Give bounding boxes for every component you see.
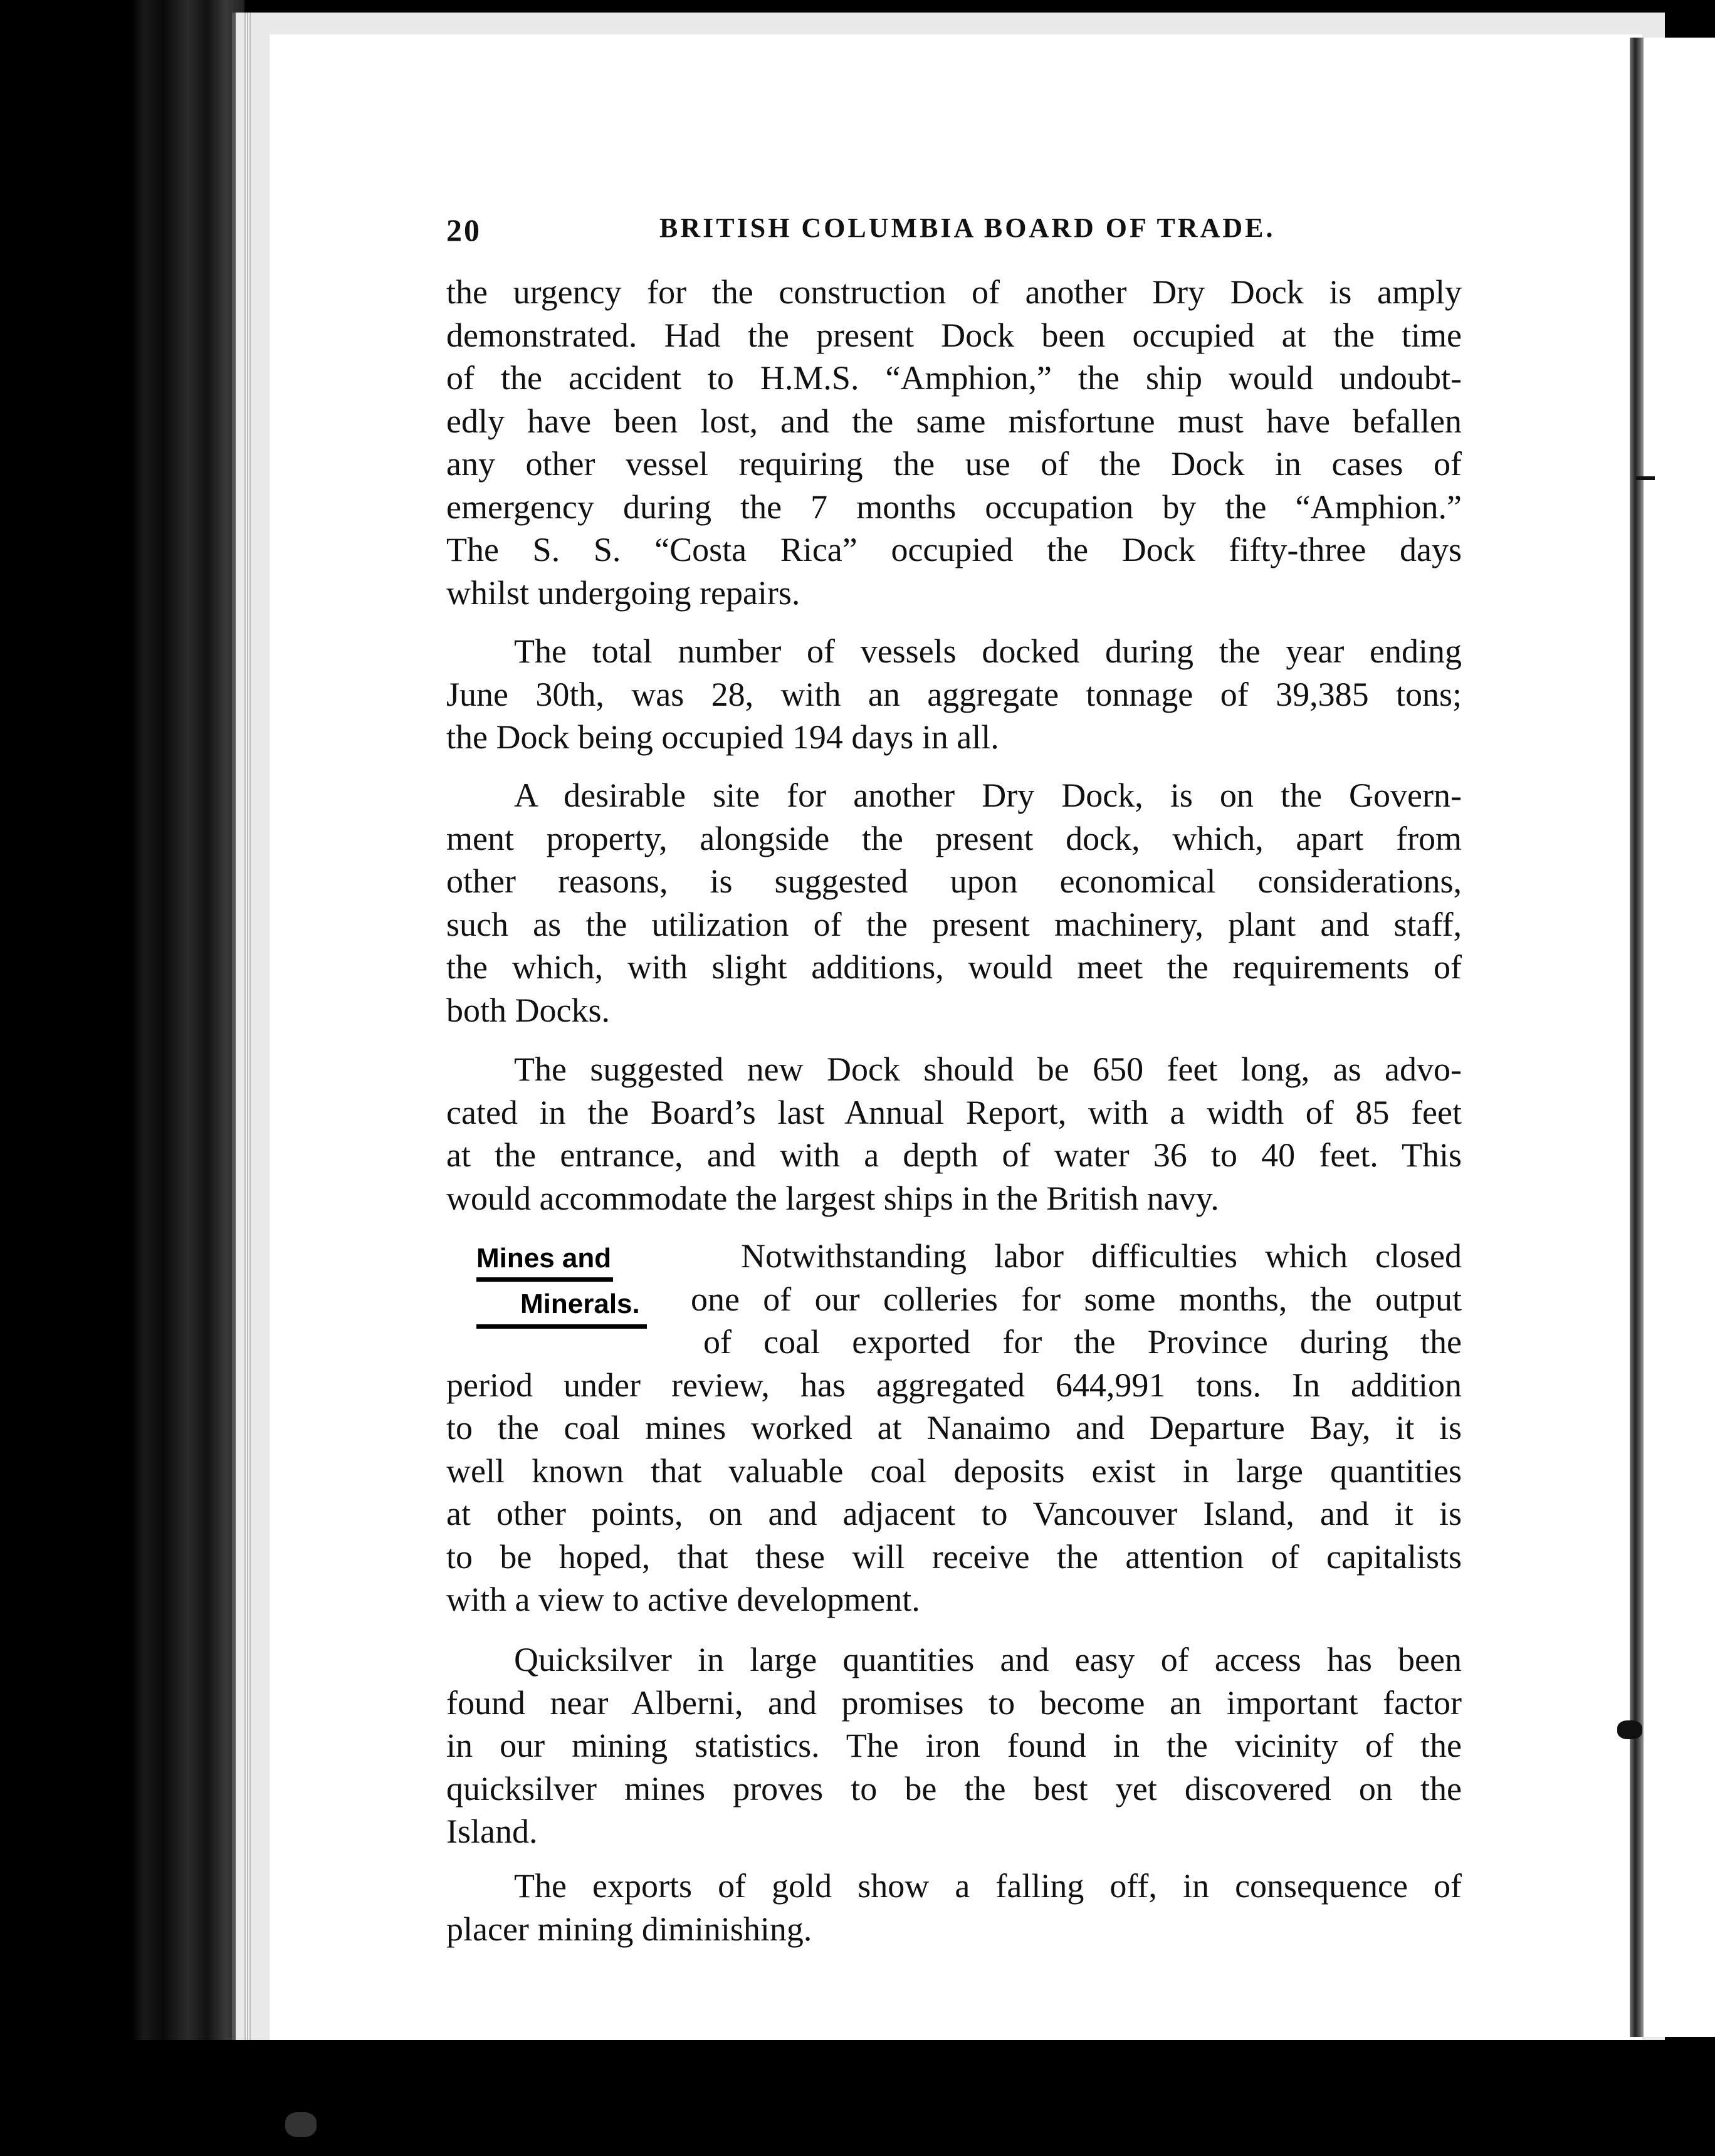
text-line: any other vessel requiring the use of the Dock in cases of [446, 445, 1462, 483]
text-line: the urgency for the construction of another Dry Dock is amply [446, 273, 1462, 311]
text-line: edly have been lost, and the same misfortune must have befallen [446, 402, 1462, 440]
text-line: with a view to active development. [446, 1581, 920, 1618]
paragraph-dry-dock-urgency [446, 271, 1462, 614]
text-line: at other points, on and adjacent to Vancouver Island, and it is [446, 1495, 1462, 1532]
text-line: such as the utilization of the present machinery, plant and staff, [446, 905, 1462, 943]
text-line: of the accident to H.M.S. “Amphion,” the ship would undoubt- [446, 359, 1462, 397]
text-line: at the entrance, and with a depth of water 36 to 40 feet. This [446, 1136, 1462, 1174]
paragraph-coal-output [446, 1235, 1462, 1621]
right-margin [1644, 38, 1715, 2037]
text-line: well known that valuable coal deposits exist in large quantities [446, 1452, 1462, 1490]
page-number: 20 [446, 212, 481, 248]
text-line: would accommodate the largest ships in the British navy. [446, 1179, 1219, 1217]
text-line: June 30th, was 28, with an aggregate tonnage of 39,385 tons; [446, 675, 1462, 713]
scan-speck [1617, 1720, 1642, 1739]
text-line: A desirable site for another Dry Dock, is on the Govern- [514, 777, 1462, 814]
text-line: demonstrated. Had the present Dock been occupied at the time [446, 316, 1462, 354]
text-line: one of our colleries for some months, the output [691, 1280, 1462, 1318]
scan-speck [285, 2112, 317, 2137]
text-line: to be hoped, that these will receive the attention of capitalists [446, 1537, 1462, 1576]
scan-speck [1636, 476, 1655, 480]
text-line: ment property, alongside the present dock, which, apart from [446, 819, 1462, 857]
scan-bottom-border [0, 2040, 1715, 2156]
paragraph-gold-exports [446, 1865, 1462, 1950]
text-line: whilst undergoing repairs. [446, 573, 800, 612]
text-line: Island. [446, 1813, 538, 1850]
text-line: both Docks. [446, 991, 610, 1029]
text-line: The suggested new Dock should be 650 feet long, as advo- [514, 1050, 1462, 1088]
paragraph-quicksilver [446, 1638, 1462, 1853]
text-line: to the coal mines worked at Nanaimo and Departure Bay, it is [446, 1409, 1462, 1447]
text-line: The exports of gold show a falling off, in consequence of [514, 1867, 1462, 1905]
side-heading-line: Minerals. [520, 1289, 640, 1319]
text-line: emergency during the 7 months occupation by the “Amphion.” [446, 488, 1462, 526]
paragraph-vessels-docked [446, 630, 1462, 759]
side-heading-line: Mines and [476, 1243, 612, 1274]
paragraph-suggested-dock [446, 1048, 1462, 1220]
text-line: the which, with slight additions, would meet the requirements of [446, 948, 1462, 986]
book-binding-edge [0, 0, 244, 2156]
text-line: other reasons, is suggested upon economical considerations, [446, 862, 1462, 900]
running-head [446, 212, 1276, 256]
text-line: The S. S. “Costa Rica” occupied the Dock fifty-three days [446, 531, 1462, 568]
text-line: Notwithstanding labor difficulties which closed [741, 1237, 1462, 1275]
text-line: The total number of vessels docked during the year ending [514, 632, 1462, 670]
text-line: period under review, has aggregated 644,991 tons. In addition [446, 1366, 1462, 1404]
text-line: placer mining diminishing. [446, 1910, 812, 1948]
text-line: quicksilver mines proves to be the best yet discovered on the [446, 1769, 1462, 1808]
paragraph-dock-site [446, 774, 1462, 1032]
text-line: cated in the Board’s last Annual Report, with a width of 85 feet [446, 1093, 1462, 1131]
text-line: found near Alberni, and promises to become an important factor [446, 1683, 1462, 1722]
text-line: the Dock being occupied 194 days in all. [446, 718, 999, 756]
text-line: in our mining statistics. The iron found in the vicinity of the [446, 1727, 1462, 1764]
running-title: BRITISH COLUMBIA BOARD OF TRADE. [659, 212, 1276, 243]
text-line: Quicksilver in large quantities and easy of access has been [514, 1641, 1462, 1678]
text-line: of coal exported for the Province during the [703, 1323, 1462, 1361]
